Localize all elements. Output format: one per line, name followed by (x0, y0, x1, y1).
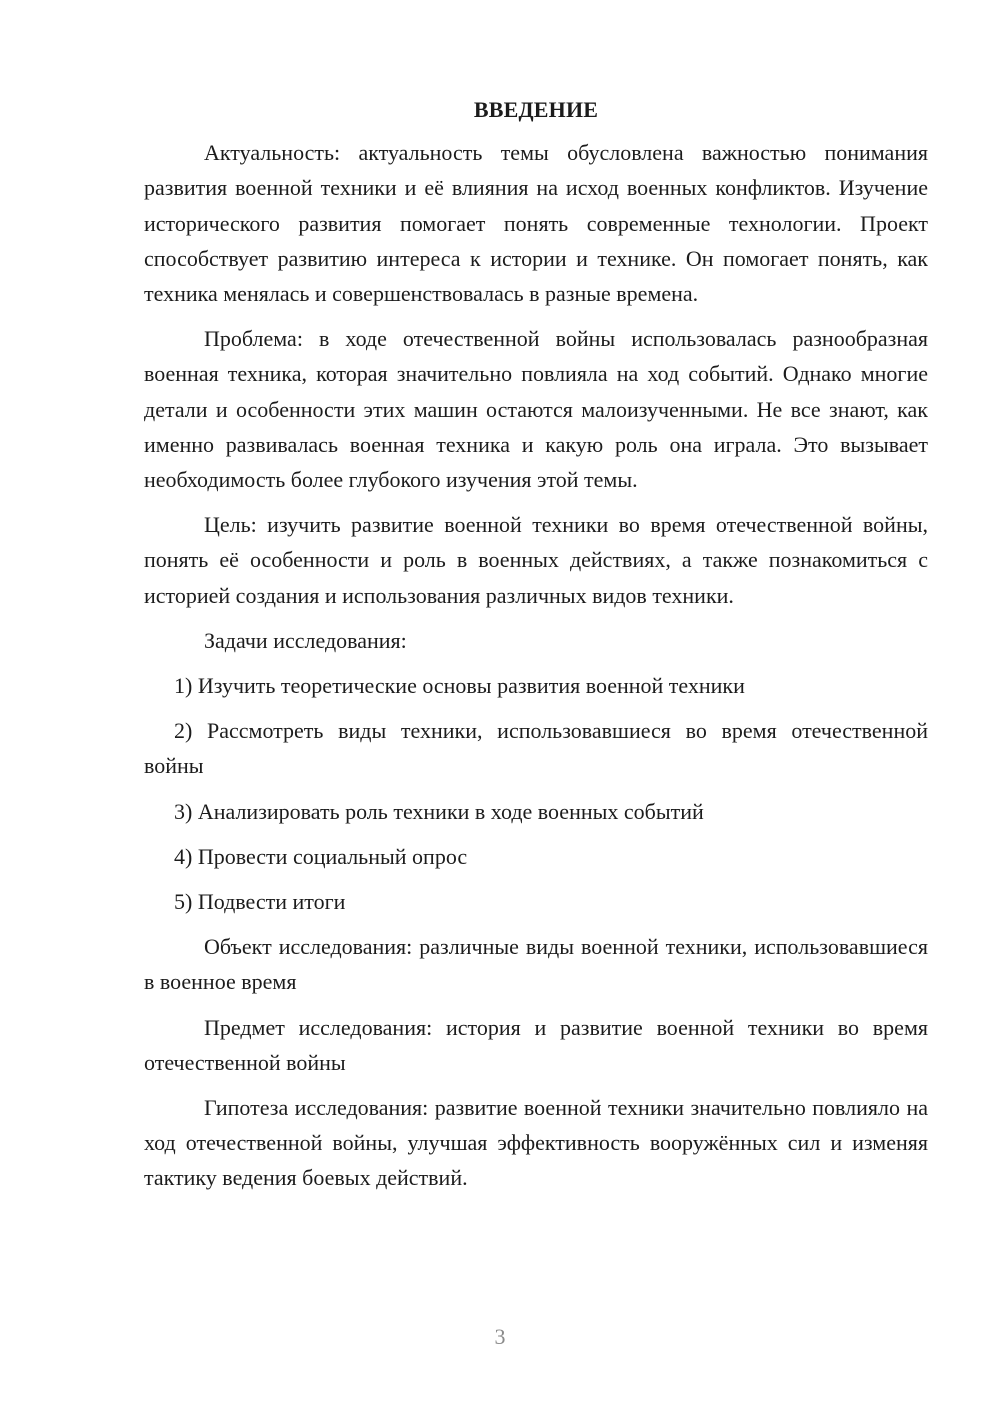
hypothesis-paragraph: Гипотеза исследования: развитие военной техники значительно повлияло на ход отечественной войны, улучшая эффективность вооружённых сил и изменяя тактику ведения боевых действий. (144, 1095, 928, 1191)
task-item-4: 4) Провести социальный опрос (174, 843, 468, 869)
problem-paragraph: Проблема: в ходе отечественной войны использовалась разнообразная военная техника, которая значительно повлияла на ход событий. Однако многие детали и особенности этих машин остаются малоизученными. Не все знают, как именно развивалась военная техника и какую роль она играла. Это вызывает необходимость более глубокого изучения этой темы. (144, 326, 928, 493)
tasks-title: Задачи исследования: (204, 627, 407, 653)
object-paragraph: Объект исследования: различные виды военной техники, использовавшиеся в военное время (144, 934, 928, 995)
page-number: 3 (494, 1324, 506, 1349)
relevance-paragraph: Актуальность: актуальность темы обусловлена важностью понимания развития военной техники и её влияния на исход военных конфликтов. Изучение исторического развития помогает понять современные технологии. Проект способствует развитию интереса к истории и технике. Он помогает понять, как техника менялась и совершенствовалась в разные времена. (144, 140, 928, 307)
task-item-1: 1) Изучить теоретические основы развития военной техники (174, 673, 745, 699)
goal-paragraph: Цель: изучить развитие военной техники во время отечественной войны, понять её особенности и роль в военных действиях, а также познакомиться с историей создания и использования различных видов техники. (144, 512, 928, 608)
task-item-2: 2) Рассмотреть виды техники, использовавшиеся во время отечественной войны (144, 718, 928, 779)
subject-paragraph: Предмет исследования: история и развитие военной техники во время отечественной войны (144, 1014, 928, 1075)
document-page (144, 92, 928, 1206)
task-item-3: 3) Анализировать роль техники в ходе военных событий (174, 798, 704, 824)
task-item-5: 5) Подвести итоги (174, 889, 346, 915)
page-title: ВВЕДЕНИЕ (473, 97, 599, 122)
